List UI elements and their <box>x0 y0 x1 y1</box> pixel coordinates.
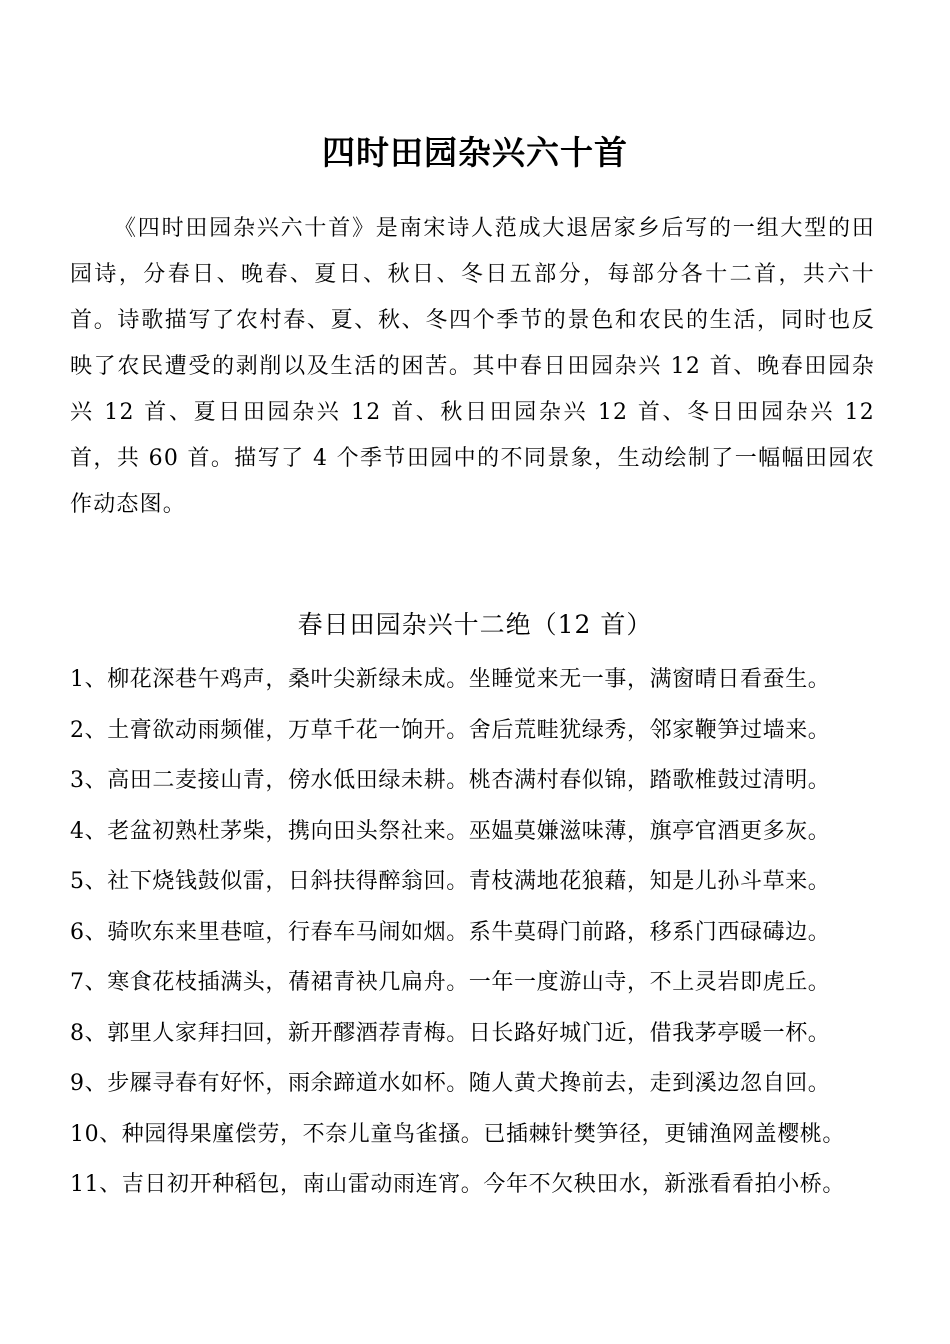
poem-line-5: 5、社下烧钱鼓似雷，日斜扶得醉翁回。青枝满地花狼藉，知是儿孙斗草来。 <box>70 869 831 894</box>
section-title: 春日田园杂兴十二绝（12 首） <box>297 610 653 639</box>
poem-line-1: 1、柳花深巷午鸡声，桑叶尖新绿未成。坐睡觉来无一事，满窗晴日看蚕生。 <box>70 667 831 692</box>
intro-paragraph: 《四时田园杂兴六十首》是南宋诗人范成大退居家乡后写的一组大型的田园诗，分春日、晚春、夏日、秋日、冬日五部分，每部分各十二首，共六十首。诗歌描写了农村春、夏、秋、冬四个季节的景色和农民的生活，同时也反映了农民遭受的剥削以及生活的困苦。其中春日田园杂兴 12 首、晚春田园杂兴 12 首、夏日田园杂兴 12 首、秋日田园杂兴 12 首、冬日田园杂兴 12 首，共 60 首。描写了 4 个季节田园中的不同景象，生动绘制了一幅幅田园农作动态图。 <box>70 216 875 517</box>
poem-line-4: 4、老盆初熟杜茅柴，携向田头祭社来。巫媪莫嫌滋味薄，旗亭官酒更多灰。 <box>70 818 831 844</box>
poem-line-7: 7、寒食花枝插满头，蒨裙青袂几扁舟。一年一度游山寺，不上灵岩即虎丘。 <box>70 970 831 995</box>
page-title: 四时田园杂兴六十首 <box>322 133 628 172</box>
poem-line-6: 6、骑吹东来里巷喧，行春车马闹如烟。系牛莫碍门前路，移系门西碌碡边。 <box>70 919 831 945</box>
poem-line-10: 10、种园得果廑偿劳，不奈儿童鸟雀搔。已插棘针樊笋径，更铺渔网盖樱桃。 <box>70 1121 845 1147</box>
poem-line-11: 11、吉日初开种稻包，南山雷动雨连宵。今年不欠秧田水，新涨看看拍小桥。 <box>70 1172 845 1197</box>
poem-list <box>70 655 890 1211</box>
poem-line-3: 3、高田二麦接山青，傍水低田绿未耕。桃杏满村春似锦，踏歌椎鼓过清明。 <box>70 768 831 793</box>
poem-line-9: 9、步屧寻春有好怀，雨余蹄道水如杯。随人黄犬搀前去，走到溪边忽自回。 <box>70 1071 831 1096</box>
poem-line-2: 2、土膏欲动雨频催，万草千花一饷开。舍后荒畦犹绿秀，邻家鞭笋过墙来。 <box>70 717 831 743</box>
poem-line-8: 8、郭里人家拜扫回，新开醪酒荐青梅。日长路好城门近，借我茅亭暖一杯。 <box>70 1020 831 1046</box>
